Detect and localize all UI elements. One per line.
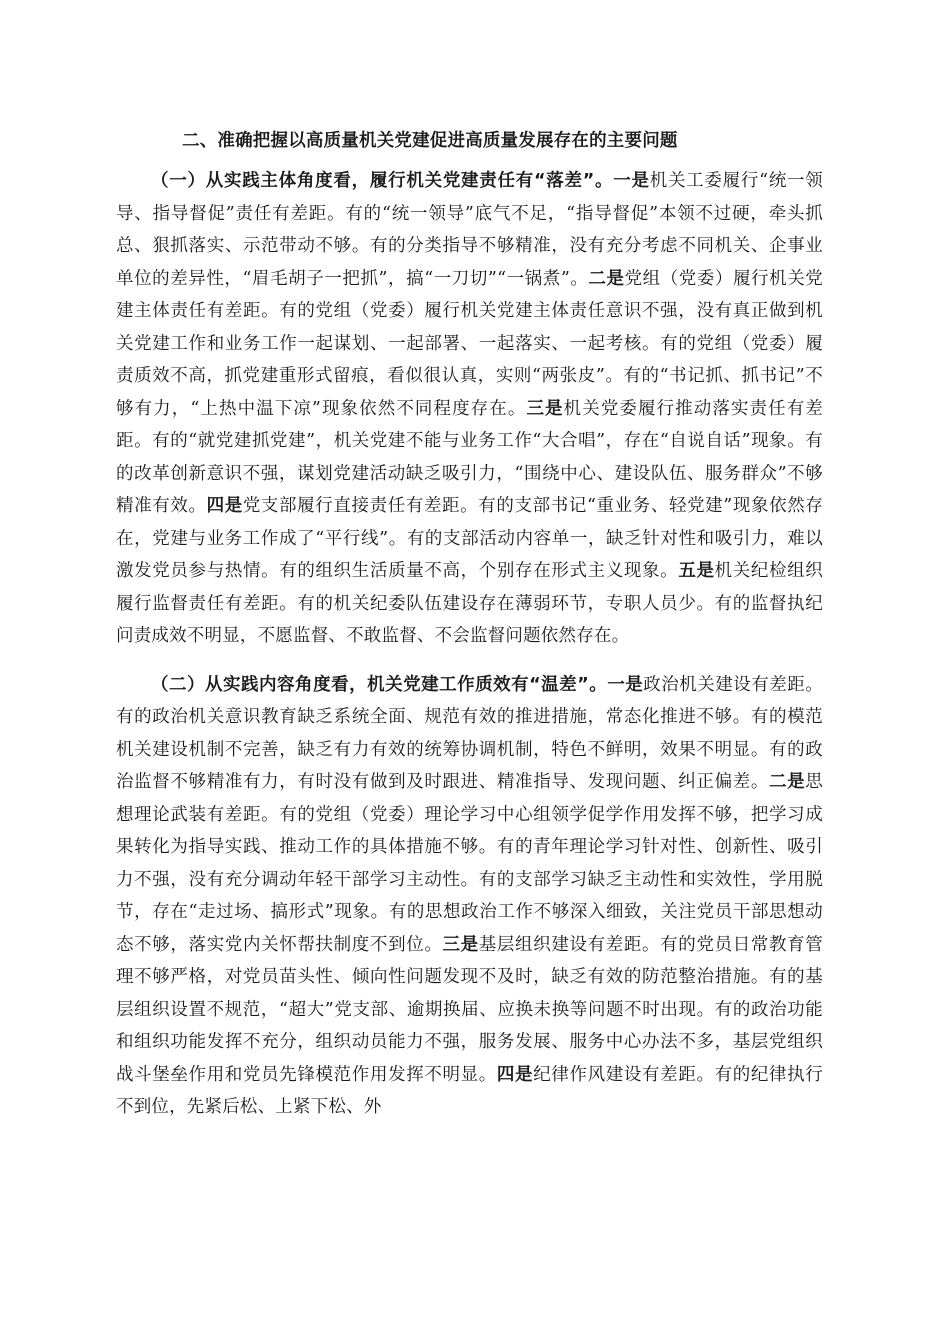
ordinal-marker: 三是: [442, 934, 479, 955]
ordinal-marker: 三是: [526, 398, 564, 419]
subsection-title: （一）从实践主体角度看，履行机关党建责任有“落差”。: [151, 171, 614, 191]
paragraph-text: 机关党委履行推动落实责任有差距。有的“就党建抓党建”，机关党建不能与业务工作“大合唱”，存在“自说自话”现象。有的改革创新意识不强，谋划党建活动缺乏吸引力，“围绕中心、建设队伍、服务群众”不够精准有效。: [116, 398, 823, 516]
ordinal-marker: 五是: [678, 561, 715, 581]
ordinal-marker: 一是: [607, 674, 644, 695]
paragraph-text: 党组（党委）履行机关党建主体责任有差距。有的党组（党委）履行机关党建主体责任意识不强，没有真正做到机关党建工作和业务工作一起谋划、一起部署、一起落实、一起考核。有的党组（党委）履责质效不高，抓党建重形式留痕，看似很认真，实则“两张皮”。有的“书记抓、抓书记”不够有力，“上热中温下凉”现象依然不同程度存在。: [116, 268, 824, 419]
paragraph-2: [116, 669, 823, 1124]
paragraph-text: 基层组织建设有差距。有的党员日常教育管理不够严格，对党员苗头性、倾向性问题发现不及时，缺乏有效的防范整治措施。有的基层组织设置不规范，“超大”党支部、逾期换届、应换未换等问题不时出现。有的政治功能和组织功能发挥不充分，组织动员能力不强，服务发展、服务中心办法不多，基层党组织战斗堡垒作用和党员先锋模范作用发挥不明显。: [116, 934, 823, 1085]
paragraph-text: 机关工委履行“统一领导、指导督促”责任有差距。有的“统一领导”底气不足，“指导督促”本领不过硬，牵头抓总、狠抓落实、示范带动不够。有的分类指导不够精准，没有充分考虑不同机关、企事业单位的差异性，“眉毛胡子一把抓”，搞“一刀切”“一锅煮”。: [116, 171, 823, 289]
ordinal-marker: 二是: [588, 268, 625, 289]
paragraph-text: 思想理论武装有差距。有的党组（党委）理论学习中心组领学促学作用发挥不够，把学习成果转化为指导实践、推动工作的具体措施不够。有的青年理论学习针对性、创新性、吸引力不强，没有充分调动年轻干部学习主动性。有的支部学习缺乏主动性和实效性，学用脱节，存在“走过场、搞形式”现象。有的思想政治工作不够深入细致，关注党员干部思想动态不够，落实党内关怀帮扶制度不到位。: [116, 772, 823, 955]
paragraph-1: [116, 165, 823, 653]
section-heading: 二、准确把握以高质量机关党建促进高质量发展存在的主要问题: [182, 131, 678, 151]
paragraph-text: 党支部履行直接责任有差距。有的支部书记“重业务、轻党建”现象依然存在，党建与业务工作成了“平行线”。有的支部活动内容单一，缺乏针对性和吸引力，难以激发党员参与热情。有的组织生活质量不高，个别存在形式主义现象。: [116, 496, 824, 581]
ordinal-marker: 二是: [769, 772, 806, 792]
ordinal-marker: 四是: [206, 496, 243, 516]
ordinal-marker: 四是: [496, 1064, 534, 1085]
document-page: [116, 125, 823, 1140]
paragraph-text: 机关纪检组织履行监督责任有差距。有的机关纪委队伍建设存在薄弱环节，专职人员少。有的监督执纪问责成效不明显，不愿监督、不敢监督、不会监督问题依然存在。: [116, 561, 823, 646]
ordinal-marker: 一是: [613, 171, 650, 191]
subsection-title: （二）从实践内容角度看，机关党建工作质效有“温差”。: [151, 674, 608, 695]
paragraph-text: 纪律作风建设有差距。有的纪律执行不到位，先紧后松、上紧下松、外: [116, 1064, 823, 1117]
paragraph-text: 政治机关建设有差距。有的政治机关意识教育缺乏系统全面、规范有效的推进措施，常态化推进不够。有的模范机关建设机制不完善，缺乏有力有效的统筹协调机制，特色不鲜明，效果不明显。有的政治监督不够精准有力，有时没有做到及时跟进、精准指导、发现问题、纠正偏差。: [116, 674, 824, 792]
